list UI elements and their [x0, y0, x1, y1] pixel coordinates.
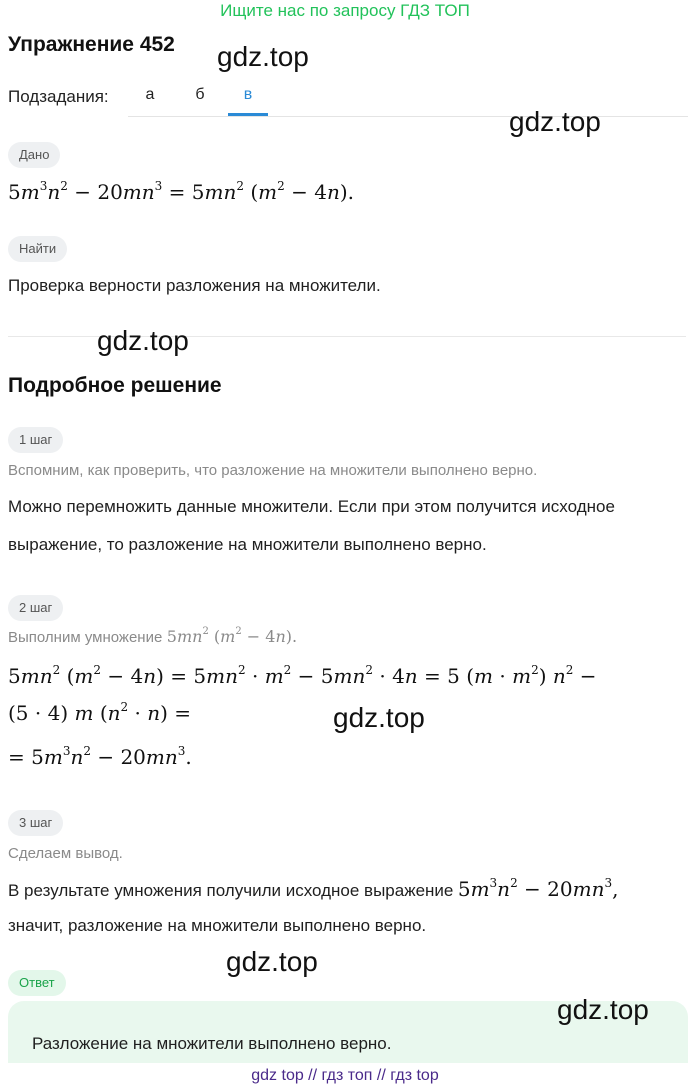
subtask-tab-a[interactable]: а: [145, 86, 155, 103]
given-chip: Дано: [8, 142, 60, 168]
step-2-chip: 2 шаг: [8, 595, 63, 621]
step-3-text-line2: значит, разложение на множители выполнено верно.: [8, 916, 427, 935]
footer-separator: //: [303, 1067, 322, 1084]
watermark: gdz.top: [226, 946, 318, 977]
watermark: gdz.top: [509, 106, 601, 137]
footer-link-gdz-top[interactable]: gdz top: [251, 1067, 304, 1084]
step-2-line2: (5 · 4) m $(n^2 \cdot n)$ =: [8, 700, 192, 725]
step-1-chip: 1 шаг: [8, 427, 63, 453]
footer-separator: //: [372, 1067, 391, 1084]
search-banner: Ищите нас по запросу ГДЗ ТОП: [220, 1, 470, 20]
footer-link-gdz-top-mixed[interactable]: гдз top: [390, 1067, 439, 1084]
step-1-text-line1: Можно перемножить данные множители. Если при этом получится исходное: [8, 497, 615, 516]
answer-chip: Ответ: [8, 970, 66, 996]
exercise-title: Упражнение 452: [8, 33, 175, 56]
given-equation: $5m^3n^2 - 20mn^3 = 5mn^2$ $(m^2 - 4n)$.: [8, 179, 355, 204]
find-text: Проверка верности разложения на множители.: [8, 276, 381, 295]
step-1-hint: Вспомним, как проверить, что разложение на множители выполнено верно.: [8, 462, 538, 479]
watermark: gdz.top: [557, 994, 649, 1025]
step-3-expression: $5m^3n^2 - 20mn^3$,: [457, 876, 619, 901]
step-3-line1-row: [8, 877, 618, 901]
watermark: gdz.top: [217, 41, 309, 72]
footer-link-gdz-top-ru[interactable]: гдз топ: [321, 1067, 373, 1084]
step-3-hint: Сделаем вывод.: [8, 845, 123, 862]
step-2-hint-expression: $5mn^2$ $(m^2 - 4n)$.: [166, 626, 298, 646]
step-3-text-line1: В результате умножения получили исходное выражение: [8, 881, 454, 900]
step-1-text-line2: выражение, то разложение на множители выполнено верно.: [8, 535, 487, 554]
subtask-tab-v[interactable]: в: [228, 86, 268, 116]
step-3-chip: 3 шаг: [8, 810, 63, 836]
step-2-line3: = $5m^3n^2 - 20mn^3$.: [8, 744, 192, 769]
subtasks-label: Подзадания:: [8, 87, 109, 106]
step-2-hint: Выполним умножение: [8, 629, 163, 646]
watermark: gdz.top: [97, 325, 189, 356]
subtask-tab-b[interactable]: б: [195, 86, 205, 103]
watermark: gdz.top: [333, 702, 425, 733]
footer-links: [0, 1067, 690, 1085]
subtask-tabs: [128, 76, 688, 117]
step-2-hint-row: [8, 627, 297, 647]
find-chip: Найти: [8, 236, 67, 262]
solution-title: Подробное решение: [8, 374, 222, 397]
answer-text: Разложение на множители выполнено верно.: [32, 1034, 392, 1053]
step-2-line1: $5mn^2$ $(m^2 - 4n) = 5mn^2 \cdot m^2 - 5mn^2 \cdot 4n = 5$ $(m \cdot m^2)$ $n^2$ −: [8, 663, 597, 688]
